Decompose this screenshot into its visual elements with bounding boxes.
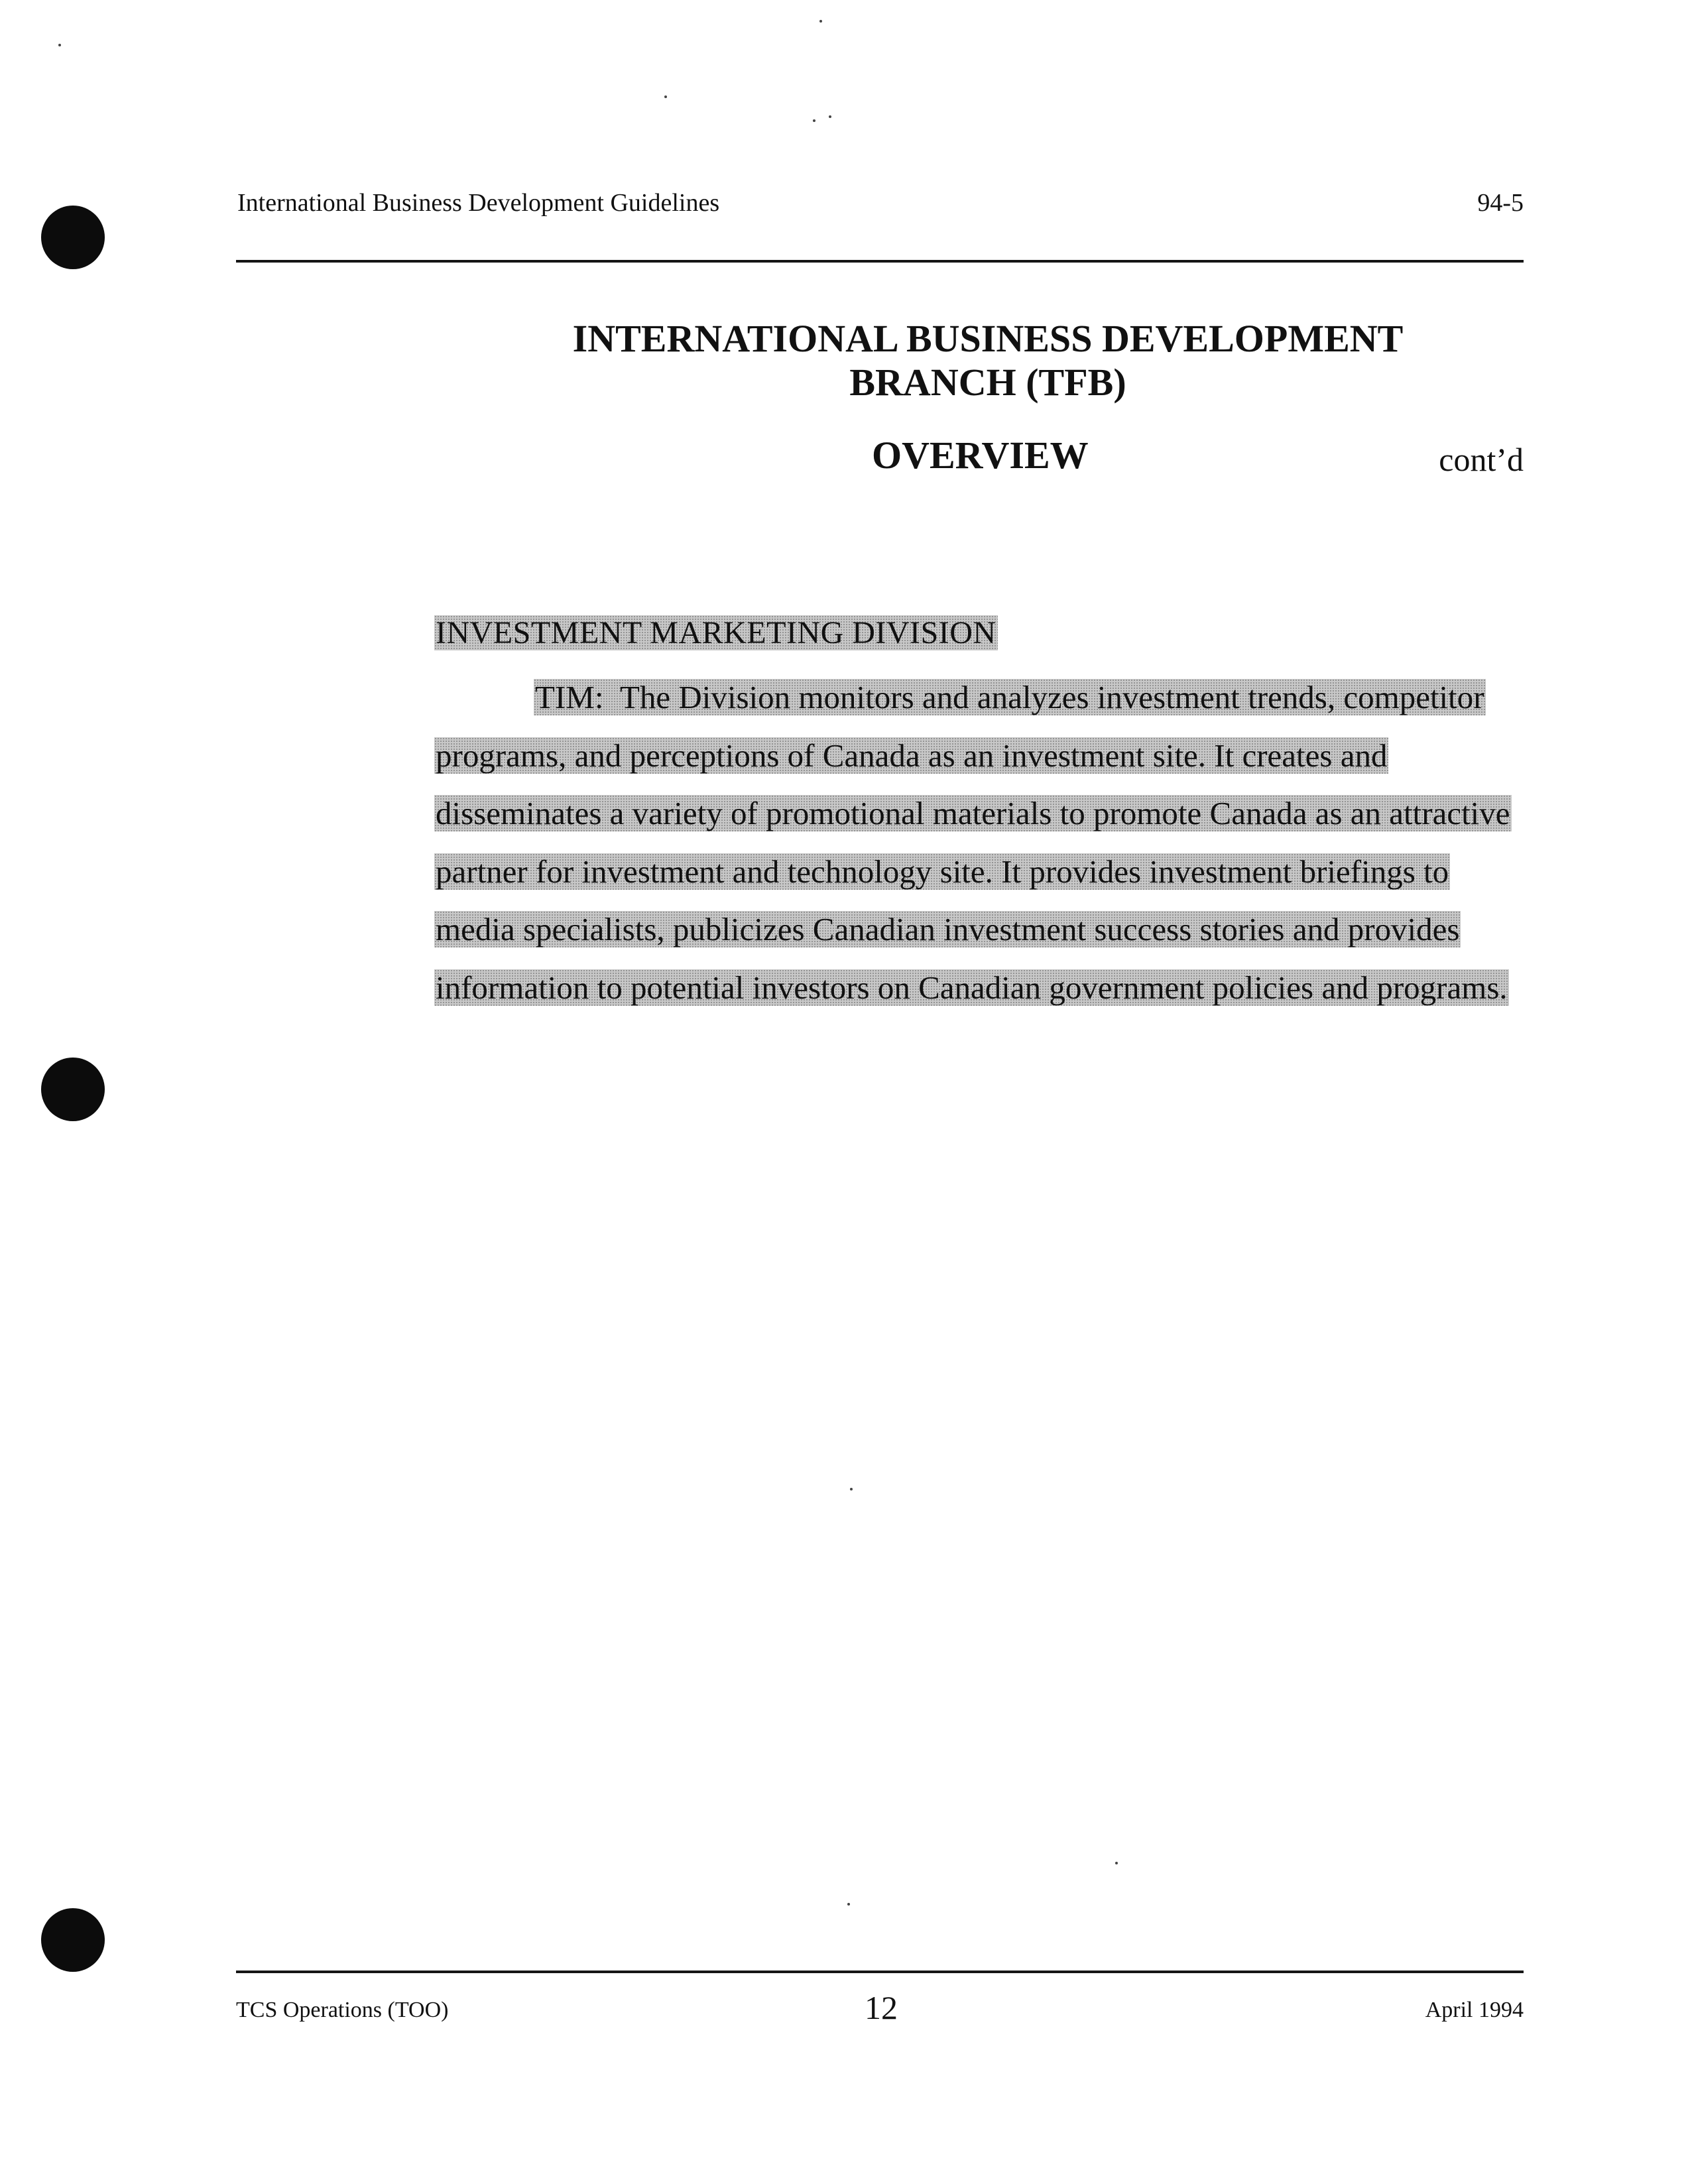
scan-speck xyxy=(58,44,61,46)
running-header-section-number: 94-5 xyxy=(1477,189,1524,217)
footer-department: TCS Operations (TOO) xyxy=(236,1998,449,2022)
scan-speck xyxy=(850,1488,853,1490)
continued-label: cont’d xyxy=(1439,441,1524,478)
scan-speck xyxy=(819,20,822,23)
page-number: 12 xyxy=(865,1989,898,2026)
overview-heading: OVERVIEW xyxy=(872,434,1089,477)
section-body xyxy=(434,668,1528,1016)
scan-speck xyxy=(813,119,815,122)
scan-speck xyxy=(847,1903,850,1906)
section-body-text: The Division monitors and analyzes investment trends, competitor programs, and perceptions of Canada as an investment site. It creates and disseminates a variety of promotional materials to promote Canada as an attractive partner for investment and technology site. It provides investment briefings to media specialists, publicizes Canadian investment success stories and provides information to potential investors on Canadian government policies and programs. xyxy=(436,679,1510,1006)
scan-speck xyxy=(1115,1862,1118,1864)
section-heading xyxy=(434,613,998,654)
section-heading-text: INVESTMENT MARKETING DIVISION xyxy=(436,615,996,650)
section-body-highlight xyxy=(434,679,1512,1006)
binder-punch-hole-middle xyxy=(41,1058,105,1121)
binder-punch-hole-top xyxy=(41,206,105,269)
header-rule xyxy=(236,260,1524,263)
page-title-line-2: BRANCH (TFB) xyxy=(849,361,1126,404)
binder-punch-hole-bottom xyxy=(41,1908,105,1972)
page-title xyxy=(464,317,1512,404)
branch-code-label: TIM: xyxy=(535,679,604,715)
footer-rule xyxy=(236,1971,1524,1973)
scan-speck xyxy=(664,95,667,98)
page-title-line-1: INTERNATIONAL BUSINESS DEVELOPMENT xyxy=(572,317,1404,360)
footer-date: April 1994 xyxy=(1425,1998,1524,2022)
running-header-title: International Business Development Guidelines xyxy=(237,189,720,217)
scan-speck xyxy=(829,115,831,118)
